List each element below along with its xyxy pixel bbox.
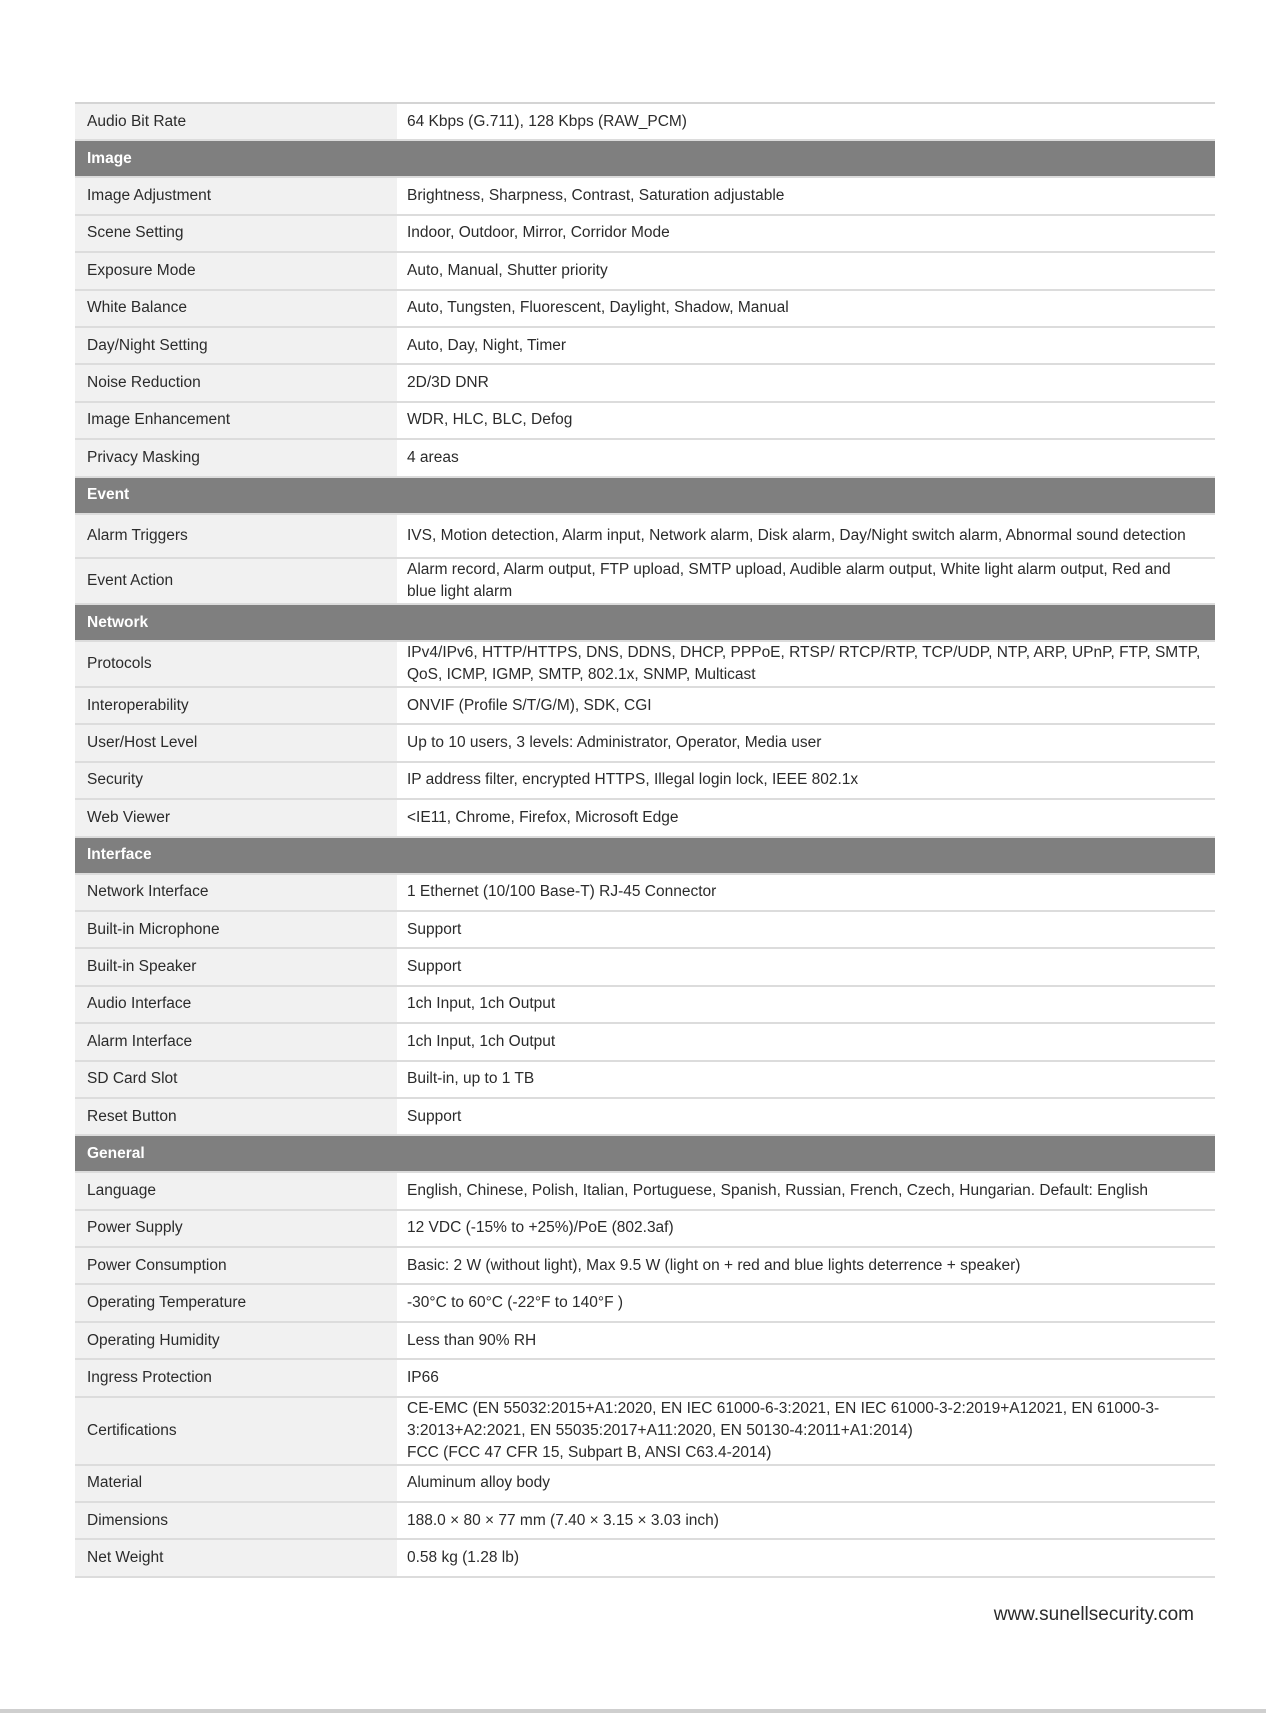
spec-row xyxy=(75,558,1215,604)
spec-value: -30°C to 60°C (-22°F to 140°F ) xyxy=(397,1284,1215,1321)
spec-value: ONVIF (Profile S/T/G/M), SDK, CGI xyxy=(397,687,1215,724)
section-header-network xyxy=(75,604,1215,641)
spec-value: 4 areas xyxy=(397,439,1215,476)
spec-label: Event Action xyxy=(75,558,397,604)
spec-row xyxy=(75,177,1215,214)
spec-value: Less than 90% RH xyxy=(397,1322,1215,1359)
spec-row xyxy=(75,641,1215,687)
spec-label: Ingress Protection xyxy=(75,1359,397,1396)
spec-row xyxy=(75,215,1215,252)
spec-value: 0.58 kg (1.28 lb) xyxy=(397,1539,1215,1576)
spec-row xyxy=(75,948,1215,985)
spec-row xyxy=(75,1061,1215,1098)
spec-value: Basic: 2 W (without light), Max 9.5 W (light on + red and blue lights deterrence + speaker) xyxy=(397,1247,1215,1284)
spec-row xyxy=(75,327,1215,364)
spec-row xyxy=(75,252,1215,289)
spec-label: Material xyxy=(75,1465,397,1502)
spec-label: Dimensions xyxy=(75,1502,397,1539)
spec-label: Built-in Speaker xyxy=(75,948,397,985)
spec-label: Audio Interface xyxy=(75,986,397,1023)
spec-value: Alarm record, Alarm output, FTP upload, SMTP upload, Audible alarm output, White light alarm output, Red and blue light alarm xyxy=(397,558,1215,604)
spec-label: Network Interface xyxy=(75,874,397,911)
spec-label: Reset Button xyxy=(75,1098,397,1135)
spec-label: Language xyxy=(75,1172,397,1209)
section-header-image xyxy=(75,140,1215,177)
spec-value: IPv4/IPv6, HTTP/HTTPS, DNS, DDNS, DHCP, PPPoE, RTSP/ RTCP/RTP, TCP/UDP, NTP, ARP, UPnP, FTP, SMTP, QoS, ICMP, IGMP, SMTP, 802.1x, SNMP, Multicast xyxy=(397,641,1215,687)
spec-value: Auto, Manual, Shutter priority xyxy=(397,252,1215,289)
bottom-divider xyxy=(0,1709,1266,1713)
spec-label: Alarm Interface xyxy=(75,1023,397,1060)
spec-label: Protocols xyxy=(75,641,397,687)
spec-value: Built-in, up to 1 TB xyxy=(397,1061,1215,1098)
spec-value: CE-EMC (EN 55032:2015+A1:2020, EN IEC 61000-6-3:2021, EN IEC 61000-3-2:2019+A12021, EN 61000-3-3:2013+A2:2021, EN 55035:2017+A11:2020, EN 50130-4:2011+A1:2014) FCC (FCC 47 CFR 15, Subpart B, ANSI C63.4-2014) xyxy=(397,1397,1215,1465)
spec-value: 64 Kbps (G.711), 128 Kbps (RAW_PCM) xyxy=(397,103,1215,140)
spec-label: Certifications xyxy=(75,1397,397,1465)
spec-value: IVS, Motion detection, Alarm input, Network alarm, Disk alarm, Day/Night switch alarm, Abnormal sound detection xyxy=(397,514,1215,559)
spec-value: Support xyxy=(397,948,1215,985)
spec-label: Security xyxy=(75,762,397,799)
spec-value: 1 Ethernet (10/100 Base-T) RJ-45 Connector xyxy=(397,874,1215,911)
spec-label: Exposure Mode xyxy=(75,252,397,289)
spec-row xyxy=(75,1397,1215,1465)
section-title: Event xyxy=(75,477,1215,514)
spec-label: Power Consumption xyxy=(75,1247,397,1284)
section-title: Interface xyxy=(75,837,1215,874)
spec-value: IP66 xyxy=(397,1359,1215,1396)
spec-row xyxy=(75,402,1215,439)
spec-label: Scene Setting xyxy=(75,215,397,252)
spec-value: Aluminum alloy body xyxy=(397,1465,1215,1502)
section-title: Image xyxy=(75,140,1215,177)
spec-label: Interoperability xyxy=(75,687,397,724)
section-header-general xyxy=(75,1135,1215,1172)
section-title: General xyxy=(75,1135,1215,1172)
spec-label: Web Viewer xyxy=(75,799,397,836)
spec-value: Brightness, Sharpness, Contrast, Saturation adjustable xyxy=(397,177,1215,214)
spec-value: English, Chinese, Polish, Italian, Portuguese, Spanish, Russian, French, Czech, Hungarian. Default: English xyxy=(397,1172,1215,1209)
spec-table-body xyxy=(75,103,1215,1577)
spec-row xyxy=(75,762,1215,799)
spec-row xyxy=(75,1322,1215,1359)
spec-value: 2D/3D DNR xyxy=(397,364,1215,401)
spec-value: 12 VDC (-15% to +25%)/PoE (802.3af) xyxy=(397,1210,1215,1247)
spec-label: Operating Temperature xyxy=(75,1284,397,1321)
spec-row xyxy=(75,911,1215,948)
spec-row xyxy=(75,1284,1215,1321)
spec-value: Auto, Day, Night, Timer xyxy=(397,327,1215,364)
spec-row xyxy=(75,799,1215,836)
spec-row xyxy=(75,290,1215,327)
spec-row xyxy=(75,1502,1215,1539)
spec-label: Operating Humidity xyxy=(75,1322,397,1359)
spec-row xyxy=(75,724,1215,761)
spec-row xyxy=(75,1359,1215,1396)
spec-label: Alarm Triggers xyxy=(75,514,397,559)
spec-row xyxy=(75,364,1215,401)
spec-value: Auto, Tungsten, Fluorescent, Daylight, Shadow, Manual xyxy=(397,290,1215,327)
spec-label: Day/Night Setting xyxy=(75,327,397,364)
spec-row xyxy=(75,1210,1215,1247)
spec-row xyxy=(75,514,1215,559)
spec-row xyxy=(75,1247,1215,1284)
spec-row xyxy=(75,986,1215,1023)
spec-row xyxy=(75,1172,1215,1209)
spec-value: 1ch Input, 1ch Output xyxy=(397,1023,1215,1060)
spec-value: Indoor, Outdoor, Mirror, Corridor Mode xyxy=(397,215,1215,252)
spec-value: IP address filter, encrypted HTTPS, Illegal login lock, IEEE 802.1x xyxy=(397,762,1215,799)
spec-table xyxy=(75,102,1215,1578)
spec-value: 188.0 × 80 × 77 mm (7.40 × 3.15 × 3.03 inch) xyxy=(397,1502,1215,1539)
spec-value: Support xyxy=(397,1098,1215,1135)
spec-row xyxy=(75,687,1215,724)
spec-label: Built-in Microphone xyxy=(75,911,397,948)
spec-row xyxy=(75,1098,1215,1135)
spec-row xyxy=(75,1465,1215,1502)
section-title: Network xyxy=(75,604,1215,641)
spec-label: Image Enhancement xyxy=(75,402,397,439)
footer-website-url[interactable]: www.sunellsecurity.com xyxy=(993,1604,1194,1625)
spec-row xyxy=(75,439,1215,476)
section-header-interface xyxy=(75,837,1215,874)
spec-row xyxy=(75,1539,1215,1576)
spec-value: Up to 10 users, 3 levels: Administrator, Operator, Media user xyxy=(397,724,1215,761)
spec-label: Privacy Masking xyxy=(75,439,397,476)
spec-row xyxy=(75,1023,1215,1060)
spec-label: Net Weight xyxy=(75,1539,397,1576)
spec-value: Support xyxy=(397,911,1215,948)
spec-label: Image Adjustment xyxy=(75,177,397,214)
spec-row xyxy=(75,874,1215,911)
spec-label: White Balance xyxy=(75,290,397,327)
spec-label: Audio Bit Rate xyxy=(75,103,397,140)
spec-label: SD Card Slot xyxy=(75,1061,397,1098)
spec-row xyxy=(75,103,1215,140)
spec-label: Power Supply xyxy=(75,1210,397,1247)
spec-label: Noise Reduction xyxy=(75,364,397,401)
spec-label: User/Host Level xyxy=(75,724,397,761)
spec-value: <IE11, Chrome, Firefox, Microsoft Edge xyxy=(397,799,1215,836)
spec-value: 1ch Input, 1ch Output xyxy=(397,986,1215,1023)
spec-value: WDR, HLC, BLC, Defog xyxy=(397,402,1215,439)
section-header-event xyxy=(75,477,1215,514)
